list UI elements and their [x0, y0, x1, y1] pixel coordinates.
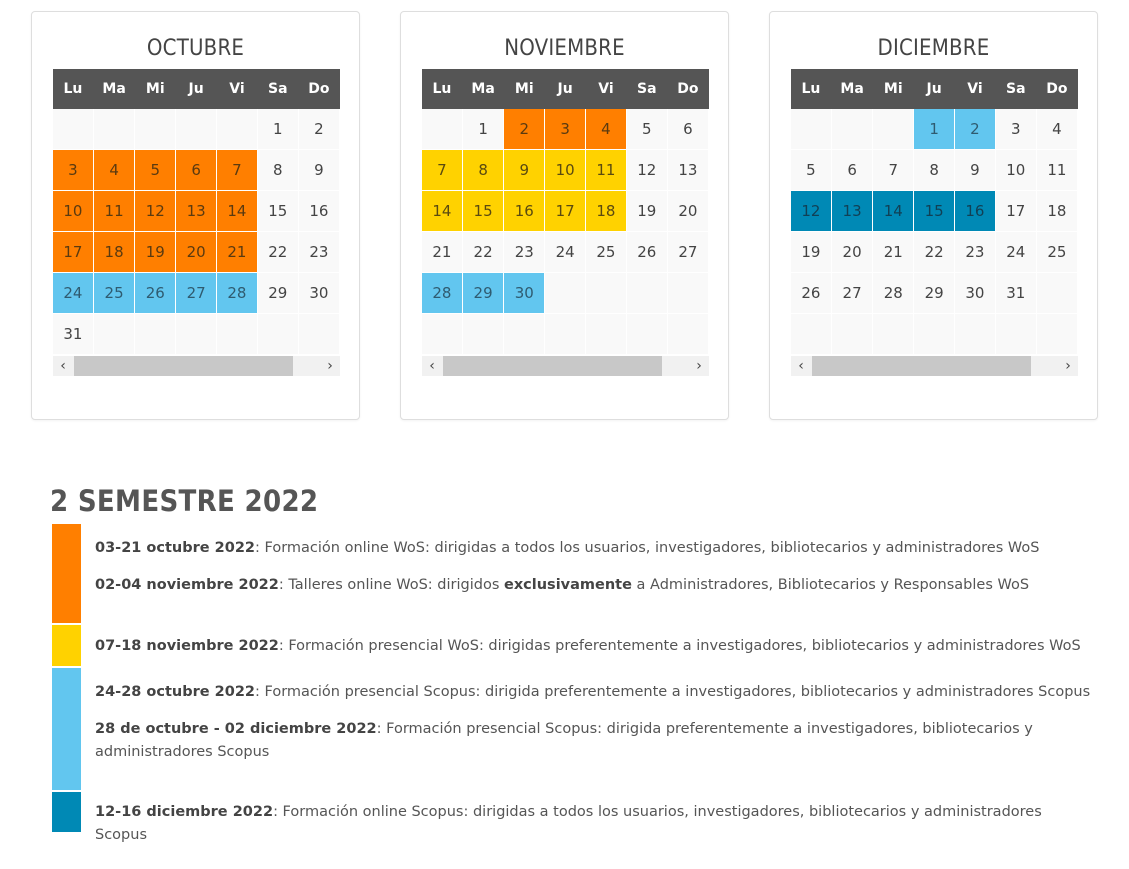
calendar-empty-cell	[873, 314, 914, 355]
calendar-card-noviembre	[400, 11, 729, 420]
calendar-day-13[interactable]: 13	[667, 150, 708, 191]
legend-date: 24-28 octubre 2022	[95, 684, 256, 700]
legend-text: : Formación online Scopus: dirigidas a todos los usuarios, investigadores, bibliotecarios y administradores Scopus	[95, 804, 1042, 843]
month-title: OCTUBRE	[146, 36, 245, 61]
calendar-day-27[interactable]: 27	[667, 232, 708, 273]
calendar-empty-cell	[176, 314, 217, 355]
calendar-empty-cell	[298, 314, 339, 355]
legend-date: 28 de octubre - 02 diciembre 2022	[95, 721, 377, 737]
calendar-day-19[interactable]: 19	[135, 232, 176, 273]
calendar-day-15[interactable]: 15	[462, 191, 504, 232]
calendar-day-2[interactable]: 2	[298, 109, 339, 150]
calendar-day-29[interactable]: 29	[257, 273, 298, 314]
weekday-header: Do	[298, 69, 339, 109]
calendar-week-row	[791, 109, 1078, 150]
scroll-left-icon[interactable]: ‹	[798, 358, 804, 374]
legend-text: : Formación online WoS: dirigidas a todos los usuarios, investigadores, bibliotecarios y administradores WoS	[255, 540, 1040, 556]
calendar-day-19[interactable]: 19	[626, 191, 667, 232]
weekday-header: Ma	[462, 69, 504, 109]
legend-text: : Formación presencial WoS: dirigidas preferentemente a investigadores, bibliotecarios y administradores WoS	[278, 638, 1081, 654]
calendar-day-12[interactable]: 12	[626, 150, 667, 191]
legend-item-oct-dic-scopus	[95, 718, 1095, 764]
calendar-day-12[interactable]: 12	[135, 191, 176, 232]
calendar-day-18[interactable]: 18	[1036, 191, 1077, 232]
calendar-day-20[interactable]: 20	[667, 191, 708, 232]
calendar-day-25[interactable]: 25	[1036, 232, 1077, 273]
calendar-table	[791, 69, 1078, 355]
weekday-header: Ju	[914, 69, 955, 109]
weekday-header: Mi	[504, 69, 545, 109]
calendar-day-7[interactable]: 7	[422, 150, 462, 191]
calendar-day-4[interactable]: 4	[1036, 109, 1077, 150]
weekday-header: Do	[1036, 69, 1077, 109]
calendar-week-row	[422, 109, 709, 150]
weekday-header: Ma	[93, 69, 135, 109]
legend-item-oct-scopus	[95, 681, 1095, 704]
calendar-day-10[interactable]: 10	[545, 150, 586, 191]
calendar-day-23[interactable]: 23	[298, 232, 339, 273]
calendar-empty-cell	[135, 109, 176, 150]
calendar-empty-cell	[914, 314, 955, 355]
calendar-week-row	[422, 314, 709, 355]
calendar-day-24[interactable]: 24	[995, 232, 1036, 273]
calendar-week-row	[791, 314, 1078, 355]
calendar-day-25[interactable]: 25	[586, 232, 627, 273]
calendar-day-28[interactable]: 28	[422, 273, 462, 314]
legend-item-nov-wos-presencial	[95, 635, 1095, 658]
calendar-empty-cell	[257, 314, 298, 355]
calendar-day-14[interactable]: 14	[422, 191, 462, 232]
legend-item-oct-wos	[95, 537, 1095, 560]
calendar-day-31[interactable]: 31	[53, 314, 93, 355]
weekday-header: Ju	[176, 69, 217, 109]
calendar-day-26[interactable]: 26	[791, 273, 831, 314]
calendar-day-9[interactable]: 9	[955, 150, 996, 191]
calendar-empty-cell	[873, 109, 914, 150]
calendar-day-25[interactable]: 25	[93, 273, 135, 314]
calendar-day-3[interactable]: 3	[995, 109, 1036, 150]
calendar-card-octubre	[31, 11, 360, 420]
weekday-header: Sa	[257, 69, 298, 109]
calendar-day-11[interactable]: 11	[586, 150, 627, 191]
calendar-day-1[interactable]: 1	[914, 109, 955, 150]
calendar-scroll-area[interactable]	[791, 69, 1078, 355]
semester-title: 2 SEMESTRE 2022	[50, 484, 319, 518]
calendar-week-row	[53, 273, 340, 314]
legend-text: administradores Scopus	[95, 744, 270, 760]
calendar-day-24[interactable]: 24	[53, 273, 93, 314]
calendar-day-2[interactable]: 2	[504, 109, 545, 150]
calendar-empty-cell	[176, 109, 217, 150]
calendar-empty-cell	[626, 273, 667, 314]
weekday-header: Lu	[791, 69, 831, 109]
calendar-day-29[interactable]: 29	[914, 273, 955, 314]
calendar-day-4[interactable]: 4	[586, 109, 627, 150]
calendar-empty-cell	[462, 314, 504, 355]
calendar-day-10[interactable]: 10	[53, 191, 93, 232]
calendar-day-5[interactable]: 5	[791, 150, 831, 191]
calendar-day-13[interactable]: 13	[831, 191, 873, 232]
calendar-day-17[interactable]: 17	[545, 191, 586, 232]
calendar-day-18[interactable]: 18	[93, 232, 135, 273]
weekday-header: Mi	[135, 69, 176, 109]
legend-date: 07-18 noviembre 2022	[95, 638, 279, 654]
calendar-empty-cell	[217, 109, 258, 150]
calendar-day-14[interactable]: 14	[873, 191, 914, 232]
calendar-week-row	[791, 191, 1078, 232]
calendar-day-2[interactable]: 2	[955, 109, 996, 150]
calendar-empty-cell	[791, 109, 831, 150]
calendar-week-row	[53, 109, 340, 150]
calendar-empty-cell	[791, 314, 831, 355]
weekday-header: Lu	[53, 69, 93, 109]
calendar-empty-cell	[93, 109, 135, 150]
calendar-day-1[interactable]: 1	[257, 109, 298, 150]
calendar-card-diciembre	[769, 11, 1098, 420]
calendar-empty-cell	[545, 314, 586, 355]
calendar-day-31[interactable]: 31	[995, 273, 1036, 314]
calendar-day-1[interactable]: 1	[462, 109, 504, 150]
calendar-day-26[interactable]: 26	[135, 273, 176, 314]
calendar-week-row	[422, 150, 709, 191]
legend-color-bar-orange	[52, 524, 81, 623]
legend-item-nov-wos	[95, 574, 1095, 597]
weekday-header: Ma	[831, 69, 873, 109]
calendar-day-28[interactable]: 28	[217, 273, 258, 314]
calendar-empty-cell	[831, 314, 873, 355]
calendar-empty-cell	[422, 314, 462, 355]
calendar-day-8[interactable]: 8	[257, 150, 298, 191]
calendar-day-11[interactable]: 11	[1036, 150, 1077, 191]
calendar-week-row	[53, 150, 340, 191]
scroll-right-icon[interactable]: ›	[327, 358, 333, 374]
calendar-empty-cell	[667, 273, 708, 314]
calendar-empty-cell	[422, 109, 462, 150]
calendar-day-22[interactable]: 22	[914, 232, 955, 273]
calendar-day-16[interactable]: 16	[298, 191, 339, 232]
calendar-week-row	[791, 150, 1078, 191]
scroll-left-icon[interactable]: ‹	[60, 358, 66, 374]
calendar-empty-cell	[626, 314, 667, 355]
calendar-day-4[interactable]: 4	[93, 150, 135, 191]
legend-color-bar-darkblue	[52, 792, 81, 832]
legend-item-dic-scopus	[95, 801, 1095, 847]
calendar-day-10[interactable]: 10	[995, 150, 1036, 191]
calendar-day-30[interactable]: 30	[298, 273, 339, 314]
calendar-day-19[interactable]: 19	[791, 232, 831, 273]
legend-text: : Talleres online WoS: dirigidos	[278, 577, 504, 593]
calendar-day-15[interactable]: 15	[257, 191, 298, 232]
weekday-header: Lu	[422, 69, 462, 109]
calendar-day-28[interactable]: 28	[873, 273, 914, 314]
weekday-header: Sa	[995, 69, 1036, 109]
calendar-week-row	[53, 232, 340, 273]
weekday-header: Vi	[586, 69, 627, 109]
calendar-day-8[interactable]: 8	[914, 150, 955, 191]
calendar-empty-cell	[217, 314, 258, 355]
calendar-day-8[interactable]: 8	[462, 150, 504, 191]
calendar-empty-cell	[995, 314, 1036, 355]
legend-text: a Administradores, Bibliotecarios y Responsables WoS	[631, 577, 1030, 593]
scroll-thumb[interactable]	[812, 356, 1031, 376]
calendar-table	[422, 69, 709, 355]
calendar-day-27[interactable]: 27	[176, 273, 217, 314]
calendar-day-3[interactable]: 3	[545, 109, 586, 150]
scroll-thumb[interactable]	[74, 356, 293, 376]
calendar-day-24[interactable]: 24	[545, 232, 586, 273]
calendar-day-16[interactable]: 16	[955, 191, 996, 232]
calendar-empty-cell	[93, 314, 135, 355]
calendar-day-7[interactable]: 7	[873, 150, 914, 191]
calendar-empty-cell	[955, 314, 996, 355]
calendar-week-row	[422, 273, 709, 314]
calendar-day-21[interactable]: 21	[217, 232, 258, 273]
weekday-header: Ju	[545, 69, 586, 109]
calendar-day-11[interactable]: 11	[93, 191, 135, 232]
horizontal-scrollbar[interactable]	[53, 356, 340, 376]
calendar-empty-cell	[586, 314, 627, 355]
calendar-day-16[interactable]: 16	[504, 191, 545, 232]
calendar-day-26[interactable]: 26	[626, 232, 667, 273]
calendar-day-17[interactable]: 17	[53, 232, 93, 273]
weekday-header: Sa	[626, 69, 667, 109]
calendar-day-6[interactable]: 6	[176, 150, 217, 191]
calendar-day-23[interactable]: 23	[504, 232, 545, 273]
calendar-day-6[interactable]: 6	[831, 150, 873, 191]
calendar-day-20[interactable]: 20	[176, 232, 217, 273]
horizontal-scrollbar[interactable]	[791, 356, 1078, 376]
calendar-day-20[interactable]: 20	[831, 232, 873, 273]
legend-emphasis: exclusivamente	[503, 577, 632, 593]
weekday-header: Vi	[955, 69, 996, 109]
calendar-day-6[interactable]: 6	[667, 109, 708, 150]
calendar-day-9[interactable]: 9	[298, 150, 339, 191]
calendar-empty-cell	[504, 314, 545, 355]
calendar-empty-cell	[53, 109, 93, 150]
scroll-right-icon[interactable]: ›	[696, 358, 702, 374]
calendar-day-27[interactable]: 27	[831, 273, 873, 314]
calendar-day-18[interactable]: 18	[586, 191, 627, 232]
calendar-day-22[interactable]: 22	[257, 232, 298, 273]
calendar-empty-cell	[135, 314, 176, 355]
calendar-day-15[interactable]: 15	[914, 191, 955, 232]
scroll-left-icon[interactable]: ‹	[429, 358, 435, 374]
calendar-empty-cell	[545, 273, 586, 314]
calendar-day-13[interactable]: 13	[176, 191, 217, 232]
calendar-scroll-area[interactable]	[422, 69, 709, 355]
calendar-empty-cell	[586, 273, 627, 314]
legend-text: : Formación presencial Scopus: dirigida preferentemente a investigadores, bibliotecarios y administradores Scopus	[255, 684, 1091, 700]
calendar-week-row	[791, 232, 1078, 273]
month-title: DICIEMBRE	[877, 36, 990, 61]
calendar-week-row	[53, 191, 340, 232]
calendar-week-row	[422, 191, 709, 232]
calendar-day-21[interactable]: 21	[873, 232, 914, 273]
legend-date: 12-16 diciembre 2022	[95, 804, 274, 820]
scroll-thumb[interactable]	[443, 356, 662, 376]
calendar-day-22[interactable]: 22	[462, 232, 504, 273]
weekday-header: Mi	[873, 69, 914, 109]
calendar-day-23[interactable]: 23	[955, 232, 996, 273]
calendar-day-17[interactable]: 17	[995, 191, 1036, 232]
calendar-day-5[interactable]: 5	[135, 150, 176, 191]
calendar-day-5[interactable]: 5	[626, 109, 667, 150]
month-title: NOVIEMBRE	[504, 36, 625, 61]
calendar-week-row	[53, 314, 340, 355]
legend-color-bar-lightblue	[52, 668, 81, 790]
horizontal-scrollbar[interactable]	[422, 356, 709, 376]
calendar-day-29[interactable]: 29	[462, 273, 504, 314]
legend-date: 02-04 noviembre 2022	[95, 577, 279, 593]
calendar-day-30[interactable]: 30	[955, 273, 996, 314]
calendar-week-row	[422, 232, 709, 273]
calendar-day-7[interactable]: 7	[217, 150, 258, 191]
weekday-header: Do	[667, 69, 708, 109]
legend-date: 03-21 octubre 2022	[95, 540, 256, 556]
calendar-empty-cell	[1036, 314, 1077, 355]
calendar-day-21[interactable]: 21	[422, 232, 462, 273]
calendar-empty-cell	[667, 314, 708, 355]
scroll-right-icon[interactable]: ›	[1065, 358, 1071, 374]
legend-color-bar-yellow	[52, 625, 81, 666]
legend-text: : Formación presencial Scopus: dirigida preferentemente a investigadores, bibliotecarios y	[376, 721, 1033, 737]
calendar-day-12[interactable]: 12	[791, 191, 831, 232]
calendar-table	[53, 69, 340, 355]
calendar-empty-cell	[831, 109, 873, 150]
calendar-scroll-area[interactable]	[53, 69, 340, 355]
calendar-day-14[interactable]: 14	[217, 191, 258, 232]
calendar-day-30[interactable]: 30	[504, 273, 545, 314]
calendar-empty-cell	[1036, 273, 1077, 314]
calendar-week-row	[791, 273, 1078, 314]
weekday-header: Vi	[217, 69, 258, 109]
calendar-day-3[interactable]: 3	[53, 150, 93, 191]
calendar-day-9[interactable]: 9	[504, 150, 545, 191]
